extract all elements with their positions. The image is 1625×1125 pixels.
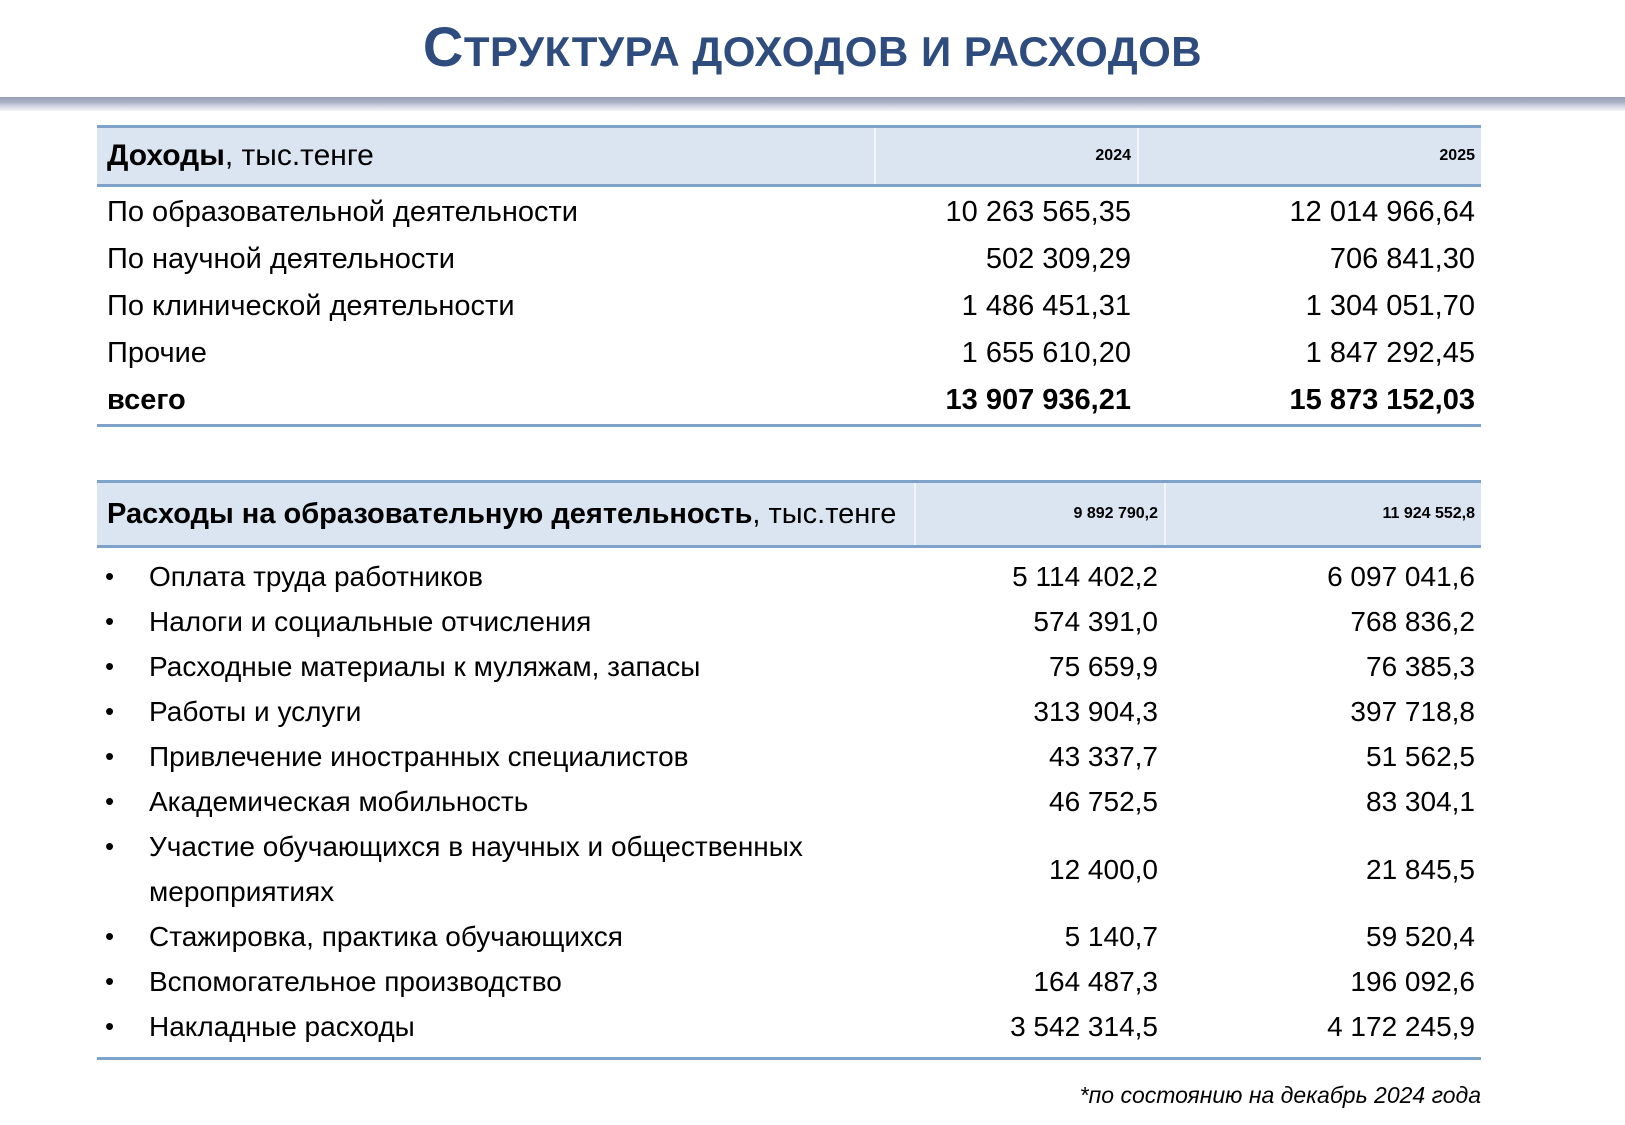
expenses-table-title-bold: Расходы на образовательную деятельность [107, 497, 753, 530]
expense-row-value-2025: 59 520,4 [1366, 921, 1475, 952]
income-row-value-2024: 502 309,29 [985, 243, 1131, 275]
income-total-row [97, 377, 1481, 427]
expense-row-value-2025: 51 562,5 [1366, 741, 1475, 772]
expense-row-value-2025: 83 304,1 [1366, 786, 1475, 817]
bullet-icon: • [105, 966, 115, 996]
income-row-value-2024: 1 486 451,31 [961, 290, 1131, 322]
table-row [97, 1004, 1481, 1049]
income-row-value-2025: 706 841,30 [1329, 243, 1475, 275]
bullet-icon: • [105, 921, 115, 951]
expense-row-label: Налоги и социальные отчисления [149, 606, 592, 637]
income-row-value-2024: 10 263 565,35 [945, 196, 1131, 228]
income-row-value-2025: 12 014 966,64 [1289, 196, 1475, 228]
income-col-2024: 2024 [874, 128, 1137, 184]
expense-row-value-2025: 397 718,8 [1350, 696, 1475, 727]
expense-row-label: Накладные расходы [149, 1011, 415, 1042]
table-row [97, 959, 1481, 1004]
expense-row-value-2024: 313 904,3 [1033, 696, 1158, 727]
bullet-icon: • [105, 561, 115, 591]
income-row-value-2025: 1 304 051,70 [1305, 290, 1475, 322]
expense-row-value-2024: 5 140,7 [1064, 921, 1158, 952]
income-row-value-2024: 1 655 610,20 [961, 337, 1131, 369]
expense-row-value-2025: 76 385,3 [1366, 651, 1475, 682]
bullet-icon: • [105, 786, 115, 816]
income-row-label: Прочие [107, 337, 207, 369]
table-row [97, 779, 1481, 824]
expenses-table-header [97, 480, 1481, 548]
expense-row-value-2024: 43 337,7 [1049, 741, 1158, 772]
income-table-header [97, 125, 1481, 187]
expenses-table [97, 480, 1481, 1060]
income-total-value-2024: 13 907 936,21 [945, 384, 1131, 416]
table-row [97, 824, 1481, 914]
expense-row-value-2025: 196 092,6 [1350, 966, 1475, 997]
expense-row-value-2024: 75 659,9 [1049, 651, 1158, 682]
title-divider [0, 97, 1625, 111]
income-row-label: По научной деятельности [107, 243, 455, 275]
bullet-icon: • [105, 831, 115, 861]
income-col-2025: 2025 [1137, 128, 1481, 184]
expense-row-label: Работы и услуги [149, 696, 362, 727]
expense-row-label: Участие обучающихся в научных и общественных мероприятиях [149, 831, 803, 907]
table-row [97, 236, 1481, 283]
expense-row-label: Вспомогательное производство [149, 966, 562, 997]
bullet-icon: • [105, 651, 115, 681]
expense-row-value-2025: 6 097 041,6 [1327, 561, 1475, 592]
expenses-table-title-units: , тыс.тенге [752, 497, 897, 530]
expense-row-value-2025: 4 172 245,9 [1327, 1011, 1475, 1042]
bullet-icon: • [105, 606, 115, 636]
expense-row-value-2024: 5 114 402,2 [1012, 561, 1158, 592]
expenses-total-2025: 11 924 552,8 [1164, 483, 1481, 545]
bullet-icon: • [105, 741, 115, 771]
table-row [97, 283, 1481, 330]
table-row [97, 599, 1481, 644]
table-row [97, 689, 1481, 734]
expenses-total-2024: 9 892 790,2 [914, 483, 1164, 545]
expenses-table-title [97, 498, 914, 531]
expense-row-value-2024: 164 487,3 [1033, 966, 1158, 997]
expense-row-value-2024: 574 391,0 [1033, 606, 1158, 637]
expense-row-label: Стажировка, практика обучающихся [149, 921, 623, 952]
bullet-icon: • [105, 696, 115, 726]
expense-row-label: Расходные материалы к муляжам, запасы [149, 651, 701, 682]
expense-row-label: Оплата труда работников [149, 561, 484, 592]
table-row [97, 914, 1481, 959]
table-row [97, 554, 1481, 599]
income-table [97, 125, 1481, 427]
expense-row-label: Академическая мобильность [149, 786, 529, 817]
page-title: СТРУКТУРА ДОХОДОВ И РАСХОДОВ [422, 15, 1203, 78]
expense-row-value-2024: 12 400,0 [1049, 853, 1158, 885]
table-row [97, 189, 1481, 236]
expense-row-value-2024: 46 752,5 [1049, 786, 1158, 817]
income-table-title [97, 139, 874, 173]
expenses-table-body [97, 548, 1481, 1060]
expense-row-value-2025: 21 845,5 [1366, 853, 1475, 885]
income-table-body [97, 187, 1481, 427]
income-table-title-bold: Доходы [107, 139, 225, 172]
expense-row-value-2024: 3 542 314,5 [1010, 1011, 1158, 1042]
income-row-label: По образовательной деятельности [107, 196, 578, 228]
table-row [97, 734, 1481, 779]
footnote: *по состоянию на декабрь 2024 года [1079, 1082, 1481, 1108]
expense-row-value-2025: 768 836,2 [1350, 606, 1475, 637]
expense-row-label: Привлечение иностранных специалистов [149, 741, 689, 772]
table-row [97, 644, 1481, 689]
income-table-title-units: , тыс.тенге [224, 139, 374, 172]
income-row-value-2025: 1 847 292,45 [1305, 337, 1475, 369]
table-row [97, 330, 1481, 377]
income-row-label: По клинической деятельности [107, 290, 515, 322]
bullet-icon: • [105, 1011, 115, 1041]
income-total-label: всего [107, 384, 186, 416]
income-total-value-2025: 15 873 152,03 [1289, 384, 1475, 416]
